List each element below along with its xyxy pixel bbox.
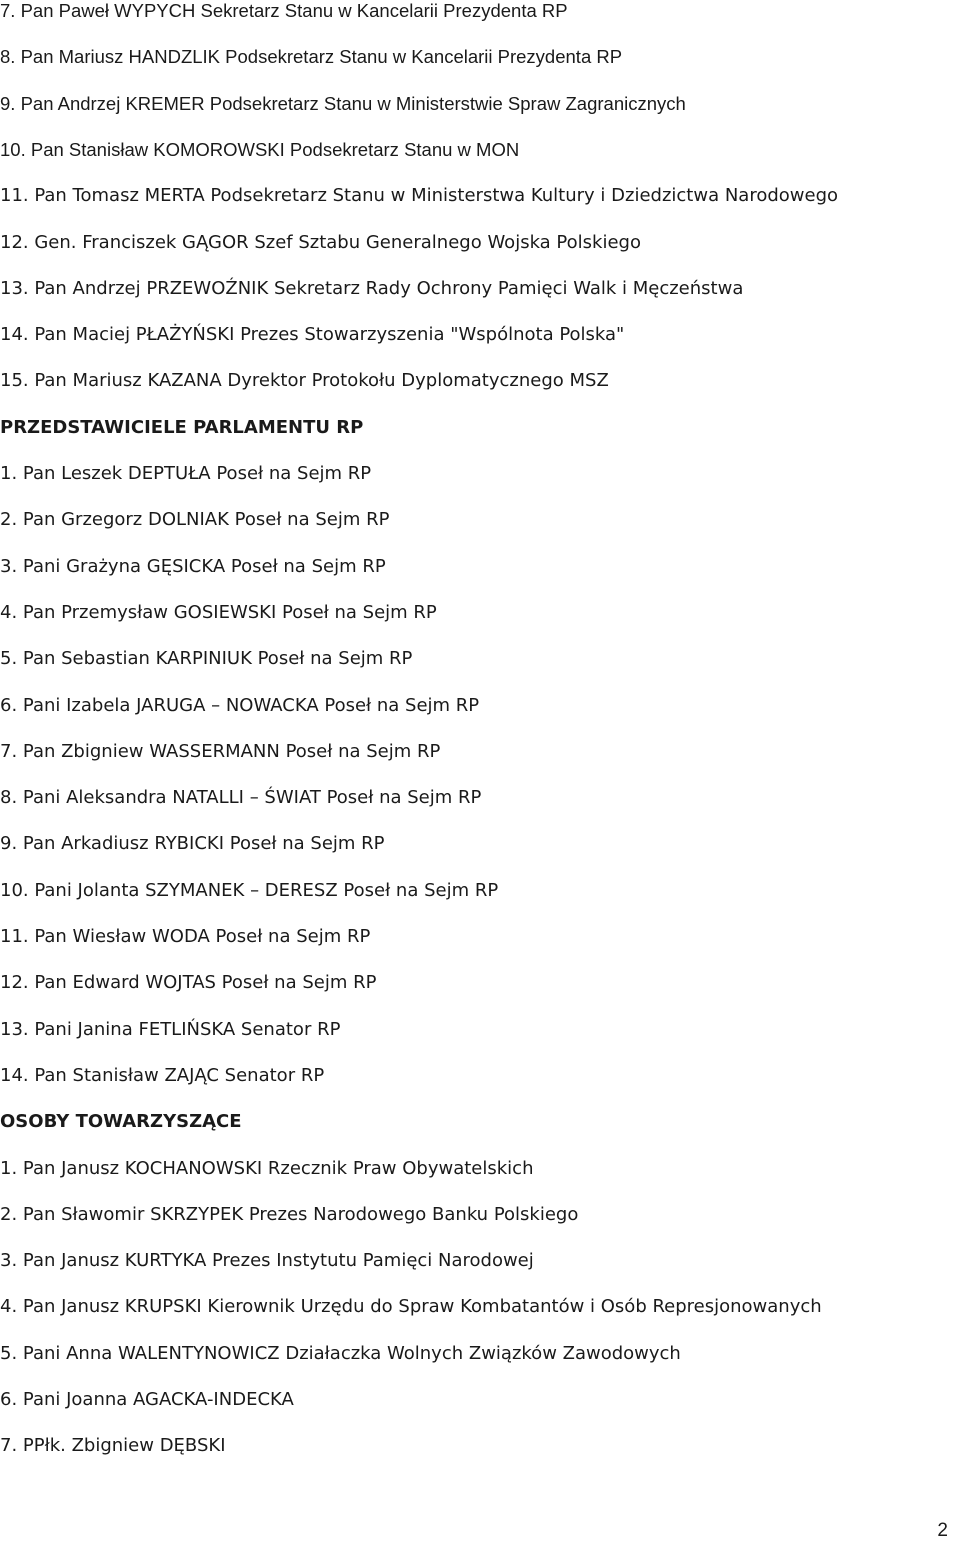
section-heading: OSOBY TOWARZYSZĄCE bbox=[0, 1111, 242, 1133]
list-line: 12. Pan Edward WOJTAS Poseł na Sejm RP bbox=[0, 972, 377, 994]
list-line: 1. Pan Leszek DEPTUŁA Poseł na Sejm RP bbox=[0, 463, 372, 484]
list-line: 7. Pan Zbigniew WASSERMANN Poseł na Sejm RP bbox=[0, 740, 441, 762]
list-line: 8. Pan Mariusz HANDZLIK Podsekretarz Stanu w Kancelarii Prezydenta RP bbox=[0, 46, 623, 68]
section-heading: PRZEDSTAWICIELE PARLAMENTU RP bbox=[0, 416, 364, 438]
list-line: 2. Pan Sławomir SKRZYPEK Prezes Narodowego Banku Polskiego bbox=[0, 1203, 579, 1225]
list-line: 5. Pani Anna WALENTYNOWICZ Działaczka Wolnych Związków Zawodowych bbox=[0, 1342, 681, 1364]
list-line: 11. Pan Wiesław WODA Poseł na Sejm RP bbox=[0, 926, 371, 947]
list-line: 3. Pani Grażyna GĘSICKA Poseł na Sejm RP bbox=[0, 555, 386, 577]
list-line: 15. Pan Mariusz KAZANA Dyrektor Protokołu Dyplomatycznego MSZ bbox=[0, 370, 609, 392]
list-line: 11. Pan Tomasz MERTA Podsekretarz Stanu w Ministerstwa Kultury i Dziedzictwa Narodowego bbox=[0, 185, 839, 207]
list-line: 7. PPłk. Zbigniew DĘBSKI bbox=[0, 1435, 226, 1457]
list-line: 5. Pan Sebastian KARPINIUK Poseł na Sejm RP bbox=[0, 648, 413, 670]
list-line: 14. Pan Stanisław ZAJĄC Senator RP bbox=[0, 1064, 325, 1086]
list-line: 4. Pan Janusz KRUPSKI Kierownik Urzędu do Spraw Kombatantów i Osób Represjonowanych bbox=[0, 1296, 822, 1318]
list-line: 6. Pani Joanna AGACKA-INDECKA bbox=[0, 1389, 294, 1410]
list-line: 12. Gen. Franciszek GĄGOR Szef Sztabu Generalnego Wojska Polskiego bbox=[0, 231, 641, 253]
list-line: 9. Pan Arkadiusz RYBICKI Poseł na Sejm RP bbox=[0, 833, 385, 855]
list-line: 2. Pan Grzegorz DOLNIAK Poseł na Sejm RP bbox=[0, 509, 390, 531]
list-line: 10. Pan Stanisław KOMOROWSKI Podsekretarz Stanu w MON bbox=[0, 138, 520, 160]
list-line: 1. Pan Janusz KOCHANOWSKI Rzecznik Praw Obywatelskich bbox=[0, 1157, 534, 1179]
list-line: 13. Pan Andrzej PRZEWOŹNIK Sekretarz Rady Ochrony Pamięci Walk i Męczeństwa bbox=[0, 277, 744, 299]
list-line: 8. Pani Aleksandra NATALLI – ŚWIAT Poseł na Sejm RP bbox=[0, 787, 482, 809]
list-line: 6. Pani Izabela JARUGA – NOWACKA Poseł na Sejm RP bbox=[0, 694, 480, 716]
list-line: 3. Pan Janusz KURTYKA Prezes Instytutu Pamięci Narodowej bbox=[0, 1250, 534, 1272]
page-number: 2 bbox=[937, 1520, 948, 1541]
list-line: 13. Pani Janina FETLIŃSKA Senator RP bbox=[0, 1018, 341, 1040]
list-line: 14. Pan Maciej PŁAŻYŃSKI Prezes Stowarzyszenia "Wspólnota Polska" bbox=[0, 324, 625, 346]
list-line: 7. Pan Paweł WYPYCH Sekretarz Stanu w Kancelarii Prezydenta RP bbox=[0, 0, 568, 21]
list-line: 4. Pan Przemysław GOSIEWSKI Poseł na Sejm RP bbox=[0, 601, 437, 623]
list-line: 9. Pan Andrzej KREMER Podsekretarz Stanu w Ministerstwie Spraw Zagranicznych bbox=[0, 92, 686, 114]
list-line: 10. Pani Jolanta SZYMANEK – DERESZ Poseł na Sejm RP bbox=[0, 879, 499, 901]
